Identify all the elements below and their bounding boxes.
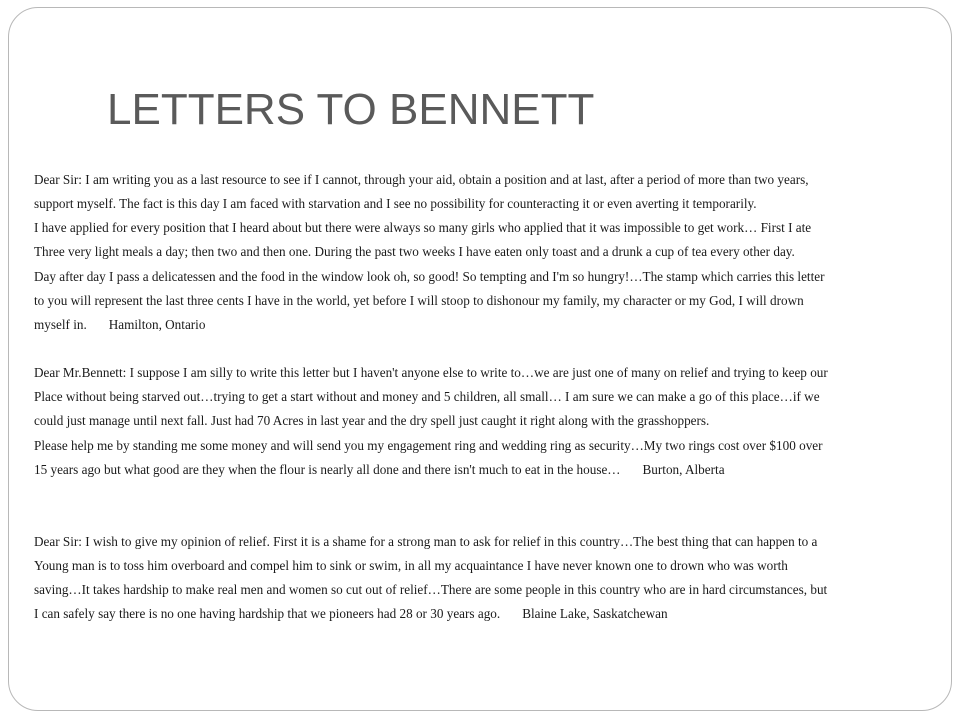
letter-line-text: I can safely say there is no one having hardship that we pioneers had 28 or 30 years ago.	[34, 606, 501, 622]
letter-line: Three very light meals a day; then two and then one. During the past two weeks I have eaten only toast and a drunk a cup of tea every other day.	[34, 244, 795, 260]
letter-line	[34, 313, 929, 337]
letter-line: Day after day I pass a delicatessen and the food in the window look oh, so good! So tempting and I'm so hungry!…The stamp which carries this letter	[34, 268, 825, 284]
paragraph-gap	[34, 337, 929, 361]
letter-line: Dear Sir: I wish to give my opinion of relief. First it is a shame for a strong man to ask for relief in this country…The best thing that can happen to a	[34, 533, 818, 549]
letter-line: Dear Mr.Bennett: I suppose I am silly to write this letter but I haven't anyone else to write to…we are just one of many on relief and trying to keep our	[34, 365, 828, 381]
letter-location: Blaine Lake, Saskatchewan	[522, 606, 668, 622]
slide-title: LETTERS TO BENNETT	[107, 85, 595, 134]
letter-line: saving…It takes hardship to make real men and women so cut out of relief…There are some people in this country who are in hard circumstances, but	[34, 582, 828, 598]
letter-line: support myself. The fact is this day I am faced with starvation and I see no possibility for counteracting it or even averting it temporarily.	[34, 196, 757, 212]
letter-line	[34, 458, 929, 482]
paragraph-gap	[34, 482, 929, 530]
letter-line: Please help me by standing me some money and will send you my engagement ring and wedding ring as security…My two rings cost over $100 over	[34, 437, 823, 453]
letter-location: Burton, Alberta	[642, 461, 725, 477]
letter-line-text: 15 years ago but what good are they when the flour is nearly all done and there isn't much to eat in the house…	[34, 461, 621, 477]
letter-line: Dear Sir: I am writing you as a last resource to see if I cannot, through your aid, obtain a position and at last, after a period of more than two years,	[34, 172, 809, 187]
letter-location: Hamilton, Ontario	[108, 316, 206, 332]
letter-line: to you will represent the last three cents I have in the world, yet before I will stoop to dishonour my family, my character or my God, I will drown	[34, 292, 804, 308]
letter-burton	[34, 361, 929, 482]
letter-blaine-lake	[34, 530, 929, 627]
letter-hamilton	[34, 168, 929, 337]
letter-line: Place without being starved out…trying to get a start without and money and 5 children, all small… I am sure we can make a go of this place…if we	[34, 389, 820, 405]
letter-line-text: myself in.	[34, 316, 87, 332]
letter-line: I have applied for every position that I heard about but there were always so many girls who applied that it was impossible to get work… First I ate	[34, 220, 812, 236]
letter-line: Young man is to toss him overboard and compel him to sink or swim, in all my acquaintance I have never known one to drown who was worth	[34, 558, 788, 574]
letter-line: could just manage until next fall. Just had 70 Acres in last year and the dry spell just caught it right along with the grasshoppers.	[34, 413, 710, 429]
letters-body	[34, 168, 929, 627]
letter-line	[34, 602, 929, 626]
